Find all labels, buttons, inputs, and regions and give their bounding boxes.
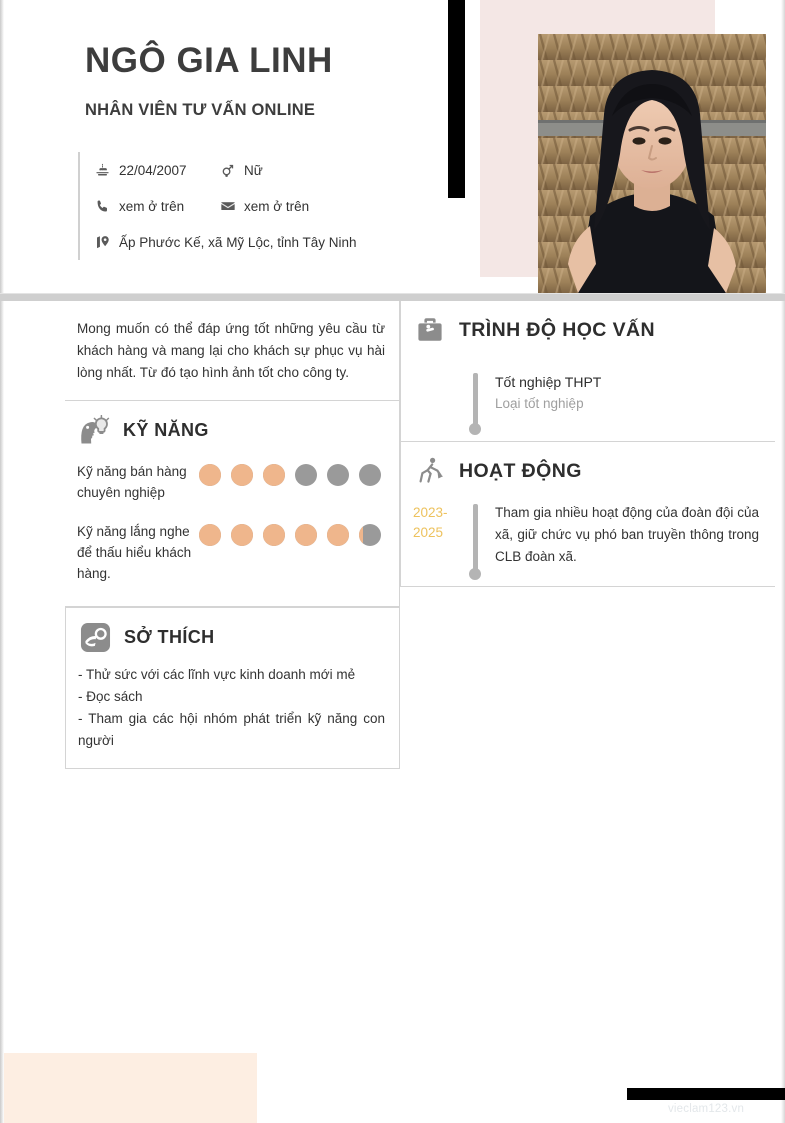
timeline-marker xyxy=(465,502,485,568)
skills-title: KỸ NĂNG xyxy=(123,419,209,440)
timeline-line xyxy=(473,504,478,572)
timeline-dot xyxy=(469,423,481,435)
timeline-dot xyxy=(469,568,481,580)
header-divider xyxy=(0,293,785,301)
rating-dot-fill xyxy=(231,464,253,486)
hobbies-header xyxy=(66,608,399,660)
activity-entry-text xyxy=(485,502,759,568)
contact-row xyxy=(94,152,418,188)
hobby-item: - Thử sức với các lĩnh vực kinh doanh mới mẻ xyxy=(78,667,356,682)
right-column xyxy=(400,301,775,587)
rating-dot xyxy=(327,464,349,486)
location-icon xyxy=(94,234,111,250)
rating-dot xyxy=(199,464,221,486)
contact-address xyxy=(94,234,357,250)
rating-dot xyxy=(295,524,317,546)
skill-item xyxy=(77,521,389,584)
education-degree: Tốt nghiệp THPT xyxy=(495,374,602,390)
hobby-item: - Tham gia các hội nhóm phát triển kỹ năng con người xyxy=(78,711,385,748)
education-card xyxy=(400,301,775,442)
rating-dot xyxy=(263,464,285,486)
contact-phone-label: xem ở trên xyxy=(119,198,185,214)
rating-dot xyxy=(231,524,253,546)
activities-title: HOẠT ĐỘNG xyxy=(459,459,582,482)
skill-label: Kỹ năng bán hàng chuyên nghiệp xyxy=(77,464,187,500)
skill-label: Kỹ năng lắng nghe để thấu hiểu khách hàng. xyxy=(77,524,192,581)
skill-rating-dots xyxy=(199,461,381,486)
rating-dot-fill xyxy=(327,524,349,546)
education-entry-text xyxy=(485,371,759,415)
footer-peach-accent-block xyxy=(4,1053,257,1123)
education-entry xyxy=(401,353,775,441)
gender-icon xyxy=(219,163,236,178)
contact-row xyxy=(94,224,418,260)
skill-rating-dots xyxy=(199,521,381,546)
rating-dot-fill xyxy=(231,524,253,546)
contact-gender-label: Nữ xyxy=(244,162,263,178)
birthday-cake-icon xyxy=(94,163,111,178)
head-lightbulb-icon xyxy=(77,413,111,447)
hobbies-list xyxy=(66,660,399,768)
hobbies-title: SỞ THÍCH xyxy=(124,626,215,647)
activities-header xyxy=(401,442,775,494)
rating-dot xyxy=(327,524,349,546)
timeline-marker xyxy=(465,371,485,415)
skills-card xyxy=(65,401,400,607)
rating-dot-fill xyxy=(263,524,285,546)
steam-logo-icon xyxy=(78,620,112,654)
contact-gender xyxy=(219,163,263,178)
objective-card xyxy=(65,301,400,401)
education-title: TRÌNH ĐỘ HỌC VẤN xyxy=(459,318,655,341)
phone-icon xyxy=(94,199,111,214)
rating-dot-fill xyxy=(199,524,221,546)
header-divider-highlight xyxy=(0,293,785,294)
education-header xyxy=(401,301,775,353)
skill-item xyxy=(77,461,389,503)
rating-dot-fill xyxy=(359,524,363,546)
briefcase-icon xyxy=(413,313,447,347)
objective-text: Mong muốn có thể đáp ứng tốt những yêu cầu từ khách hàng và mang lại cho khách sự phục vụ hài lòng nhất. Từ đó tạo hình ảnh tốt cho công ty. xyxy=(77,321,385,380)
contact-birthday-label: 22/04/2007 xyxy=(119,162,187,178)
rating-dot xyxy=(199,524,221,546)
header-black-accent-bar xyxy=(448,0,465,198)
contact-address-label: Ấp Phước Kế, xã Mỹ Lộc, tỉnh Tây Ninh xyxy=(119,234,357,250)
hobby-item: - Đọc sách xyxy=(78,689,143,704)
left-column xyxy=(65,301,400,769)
rating-dot xyxy=(231,464,253,486)
contact-row xyxy=(94,188,418,224)
cv-header xyxy=(0,0,785,293)
contact-birthday xyxy=(94,163,219,178)
contact-block xyxy=(78,152,418,260)
watermark: vieclam123.vn xyxy=(667,1103,745,1115)
job-title: NHÂN VIÊN TƯ VẤN ONLINE xyxy=(85,101,316,119)
rating-dot-fill xyxy=(295,524,317,546)
rating-dot xyxy=(359,524,381,546)
activity-description: Tham gia nhiều hoạt động của đoàn đội của xã, giữ chức vụ phó ban truyền thông trong CLB đoàn xã. xyxy=(495,505,759,564)
rating-dot xyxy=(359,464,381,486)
rating-dot-fill xyxy=(263,464,285,486)
education-grade-placeholder: Loại tốt nghiệp xyxy=(495,396,584,411)
running-person-icon xyxy=(413,454,447,488)
page-title: NGÔ GIA LINH xyxy=(85,41,333,80)
hobbies-card xyxy=(65,607,400,769)
activities-card xyxy=(400,442,775,587)
skills-list xyxy=(65,453,399,606)
footer-black-accent-bar xyxy=(627,1088,785,1100)
contact-email-label: xem ở trên xyxy=(244,198,310,214)
skills-header xyxy=(65,401,399,453)
email-icon xyxy=(219,198,236,214)
contact-email xyxy=(219,198,309,214)
candidate-photo xyxy=(538,34,766,293)
rating-dot-fill xyxy=(199,464,221,486)
rating-dot xyxy=(295,464,317,486)
contact-phone xyxy=(94,199,219,214)
education-entry-date xyxy=(413,371,465,415)
activity-entry-date: 2023-2025 xyxy=(413,505,448,540)
rating-dot xyxy=(263,524,285,546)
timeline-line xyxy=(473,373,478,425)
activity-entry xyxy=(401,494,775,586)
